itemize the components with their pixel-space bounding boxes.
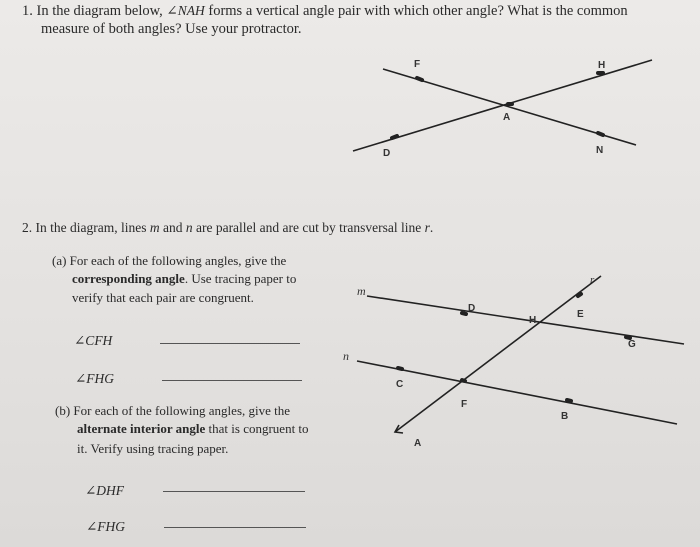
label-line-m: m [357,284,366,298]
question-1-line-2: measure of both angles? Use your protractor. [41,21,302,37]
label-a: A [503,112,511,123]
part-a-line-3: verify that each pair are congruent. [72,290,254,305]
label-c: C [396,379,404,390]
answer-blank-fhg-b[interactable] [164,527,306,528]
part-a-line-1: (a) For each of the following angles, give the [52,253,287,268]
line-transversal [395,276,601,432]
label-f2: F [461,399,468,410]
angle-cfh-label: ∠CFH [74,333,113,348]
label-b: B [561,411,569,422]
answer-blank-dhf[interactable] [163,491,305,492]
label-f: F [414,59,421,70]
part-b-line-3: it. Verify using tracing paper. [77,441,229,456]
diagram-1 [353,60,652,151]
answer-blank-fhg-a[interactable] [162,380,302,381]
label-a2: A [414,438,422,449]
part-b-line-1: (b) For each of the following angles, give the [55,403,291,418]
label-e: E [577,309,584,320]
angle-nah: ∠NAH [166,3,205,18]
question-2: 2. In the diagram, lines m and n are parallel and are cut by transversal line r. [22,220,434,235]
label-d: D [383,148,391,159]
line-n [357,361,677,424]
label-g: G [628,339,636,350]
line-m [367,296,684,344]
part-b-line-2: alternate interior angle that is congruent to [77,421,309,436]
label-h: H [598,60,606,71]
angle-dhf-label: ∠DHF [85,483,125,498]
label-n: N [596,145,604,156]
diagram-2 [357,276,684,433]
label-d2: D [468,303,476,314]
angle-fhg-label-b: ∠FHG [86,519,126,534]
part-a-line-2: corresponding angle. Use tracing paper to [72,271,297,286]
label-h2: H [529,315,537,326]
answer-blank-cfh[interactable] [160,343,300,344]
label-line-n: n [343,349,349,363]
label-line-r: r [590,274,595,286]
angle-fhg-label: ∠FHG [75,371,115,386]
question-1-line-1: 1. In the diagram below, ∠NAH forms a vertical angle pair with which other angle? What is the common [22,3,628,19]
